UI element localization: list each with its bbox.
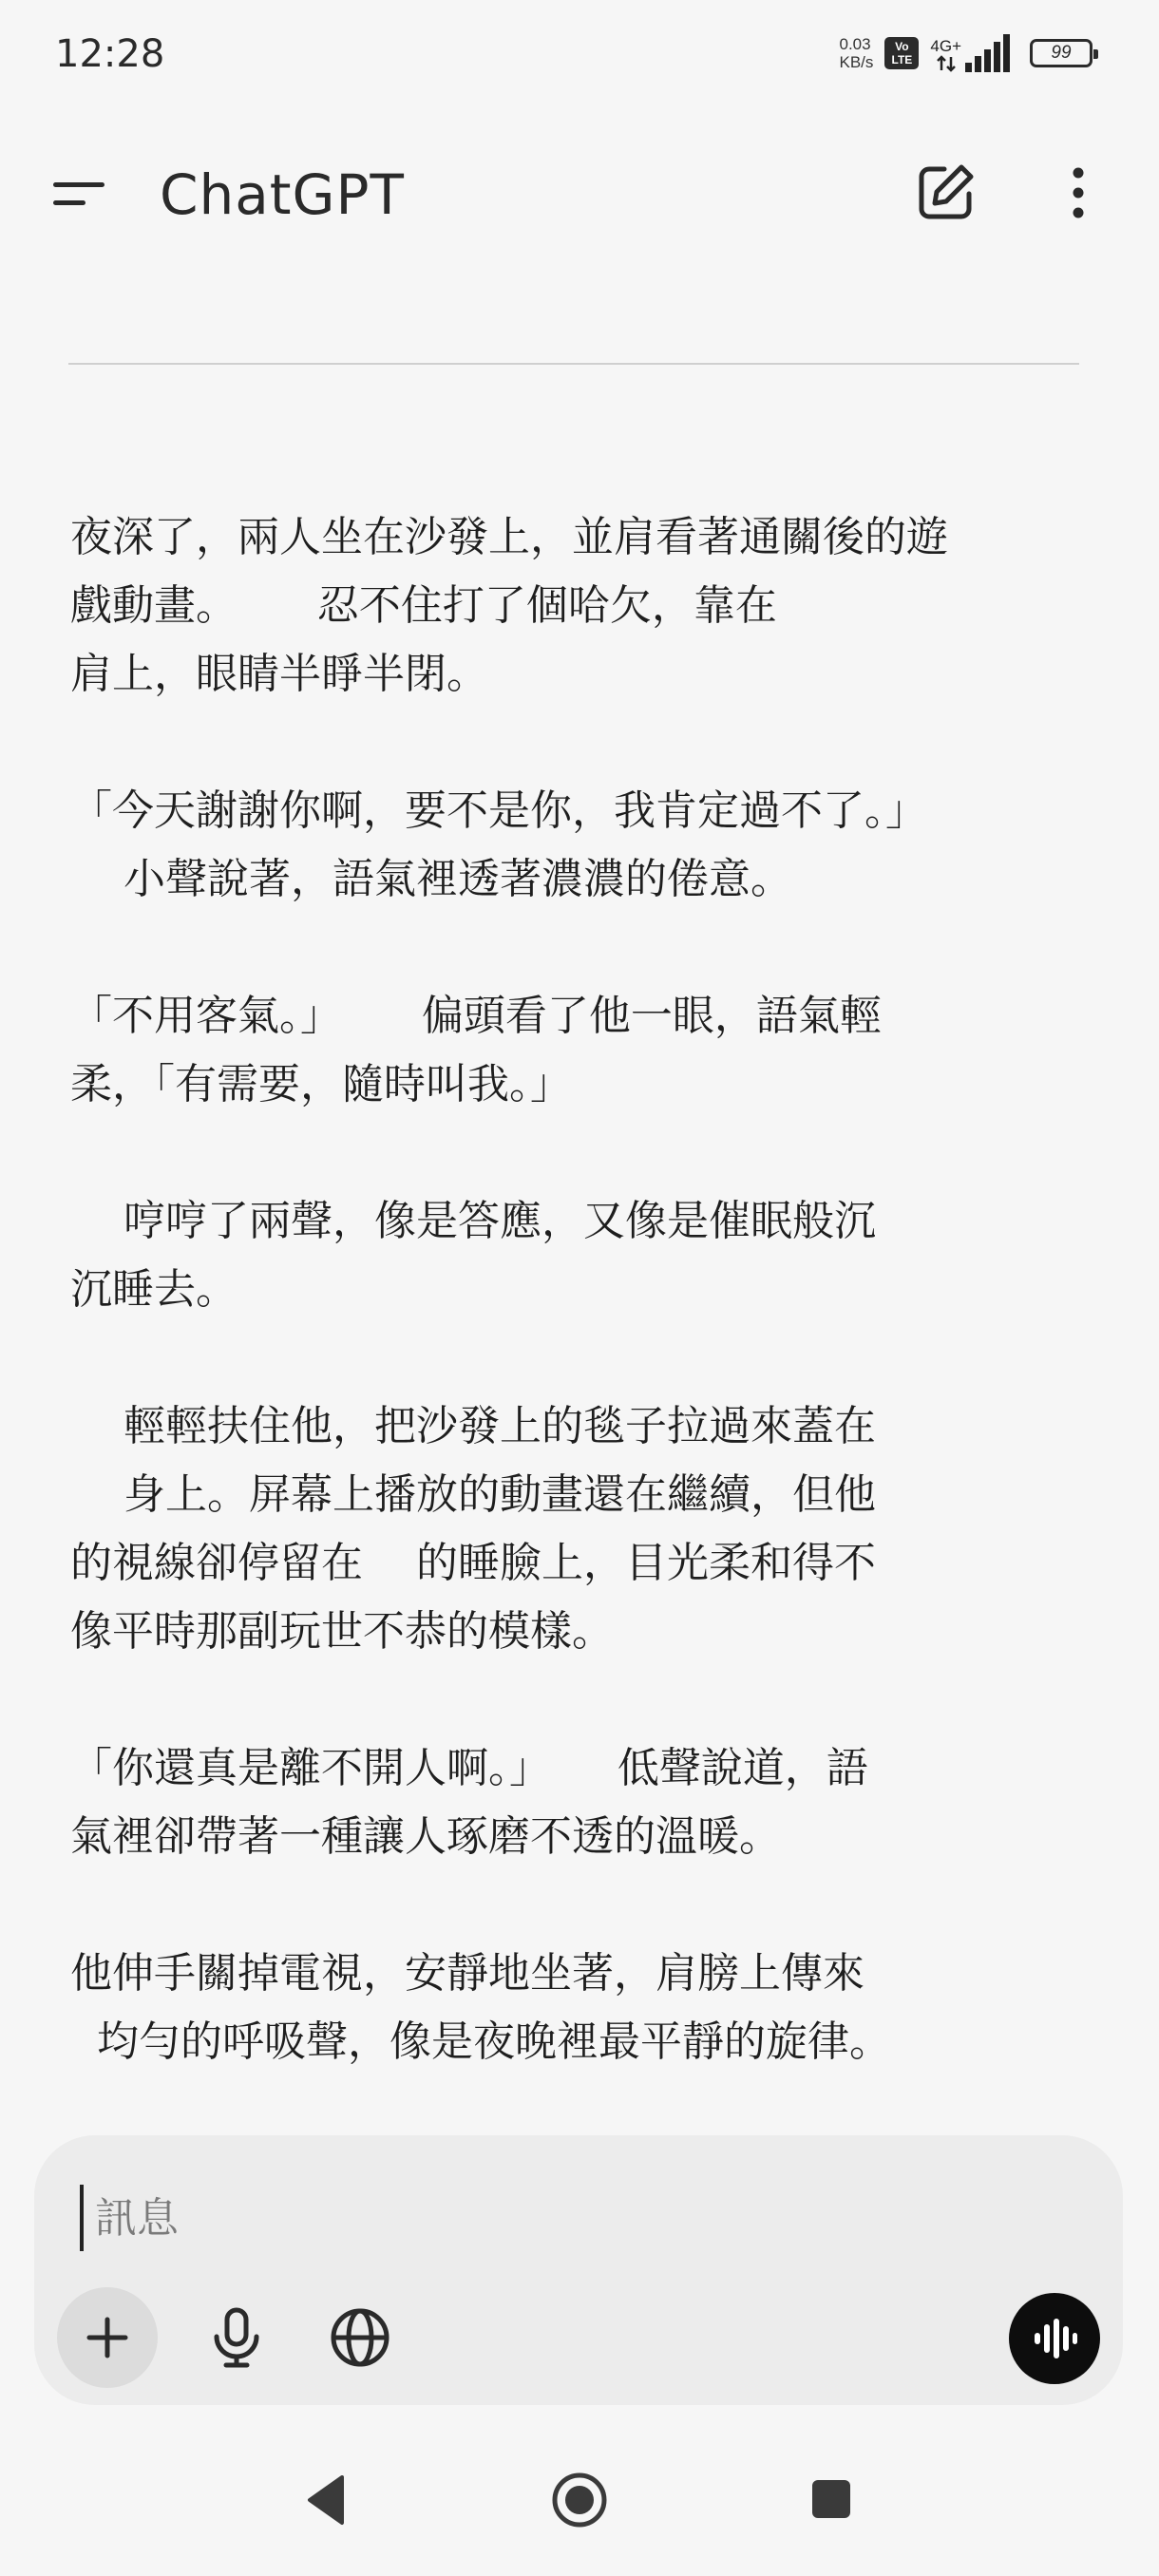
story-line: 柔，「有需要，隨時叫我。」: [70, 1060, 572, 1108]
system-nav-bar: [0, 2451, 1159, 2565]
status-bar: [0, 0, 1159, 104]
story-line: 沉睡去。: [70, 1265, 238, 1314]
dictate-button[interactable]: [201, 2302, 272, 2373]
back-triangle-icon: [302, 2473, 350, 2527]
story-paragraph: [70, 982, 1058, 1119]
story-line: 「你還真是離不開人啊。」 低聲說道，語: [70, 1744, 868, 1792]
recents-square-icon: [809, 2477, 853, 2521]
message-composer: [34, 2135, 1123, 2405]
story-line: 哼哼了兩聲，像是答應，又像是催眠般沉: [70, 1197, 876, 1245]
voice-mode-button[interactable]: [1009, 2293, 1100, 2384]
story-line: 氣裡卻帶著一種讓人琢磨不透的溫暖。: [70, 1812, 781, 1861]
story-paragraph: [70, 1940, 1058, 2076]
story-paragraph: [70, 503, 1058, 709]
story-line: 小聲說著，語氣裡透著濃濃的倦意。: [70, 855, 792, 903]
compose-icon: [912, 160, 978, 226]
new-chat-button[interactable]: [912, 160, 978, 226]
home-circle-icon: [549, 2470, 610, 2530]
story-paragraph: [70, 1734, 1058, 1871]
signal-strength-icon: [965, 34, 1011, 72]
attach-button[interactable]: [57, 2287, 158, 2388]
story-line: 他伸手關掉電視，安靜地坐著，肩膀上傳來: [70, 1949, 864, 1998]
network-speed-value: 0.03: [839, 35, 871, 53]
menu-icon: [49, 169, 110, 220]
story-paragraph: [70, 777, 1058, 914]
microphone-icon: [201, 2302, 272, 2373]
header-divider: [68, 363, 1079, 365]
network-type: 4G+: [930, 37, 961, 55]
network-speed-unit: KB/s: [839, 53, 874, 71]
nav-recents-button[interactable]: [809, 2477, 853, 2521]
globe-icon: [325, 2302, 395, 2373]
story-line: 輕輕扶住他，把沙發上的毯子拉過來蓋在: [70, 1402, 876, 1450]
story-paragraph: [70, 1187, 1058, 1324]
signal-group: [930, 34, 1011, 72]
status-icons: [839, 32, 1092, 74]
app-title[interactable]: ChatGPT: [160, 162, 405, 227]
story-line: 均勻的呼吸聲，像是夜晚裡最平靜的旋律。: [70, 2017, 891, 2066]
story-line: 「今天謝謝你啊，要不是你，我肯定過不了。」: [70, 786, 927, 835]
nav-home-button[interactable]: [549, 2470, 610, 2530]
plus-icon: [84, 2314, 131, 2361]
app-header: [0, 142, 1159, 247]
volte-label-top: Vo: [895, 40, 909, 53]
assistant-message: [70, 503, 1058, 2145]
battery-level: 99: [1051, 43, 1072, 63]
network-speed: [839, 35, 873, 71]
data-arrows-icon: [936, 55, 957, 72]
waveform-icon: [1031, 2315, 1078, 2362]
story-line: 身上。屏幕上播放的動畫還在繼續，但他: [70, 1470, 876, 1519]
story-line: 戲動畫。 忍不住打了個哈欠，靠在: [70, 581, 777, 630]
story-paragraph: [70, 1392, 1058, 1666]
story-line: 肩上，眼睛半睜半閉。: [70, 650, 488, 698]
menu-button[interactable]: [49, 169, 110, 220]
story-line: 像平時那副玩世不恭的模樣。: [70, 1607, 614, 1656]
story-line: 夜深了，兩人坐在沙發上，並肩看著通關後的遊: [70, 513, 948, 561]
message-input[interactable]: [80, 2185, 950, 2251]
battery-icon: [1030, 39, 1092, 67]
more-vertical-icon: [1054, 160, 1102, 226]
more-options-button[interactable]: [1054, 160, 1102, 226]
status-time: 12:28: [55, 32, 165, 76]
story-line: 「不用客氣。」 偏頭看了他一眼，語氣輕: [70, 992, 882, 1040]
web-search-button[interactable]: [325, 2302, 395, 2373]
volte-icon: [884, 37, 919, 69]
nav-back-button[interactable]: [302, 2473, 350, 2527]
story-line: 的視線卻停留在 的睡臉上，目光柔和得不: [70, 1539, 876, 1587]
volte-label-bottom: LTE: [891, 53, 913, 66]
